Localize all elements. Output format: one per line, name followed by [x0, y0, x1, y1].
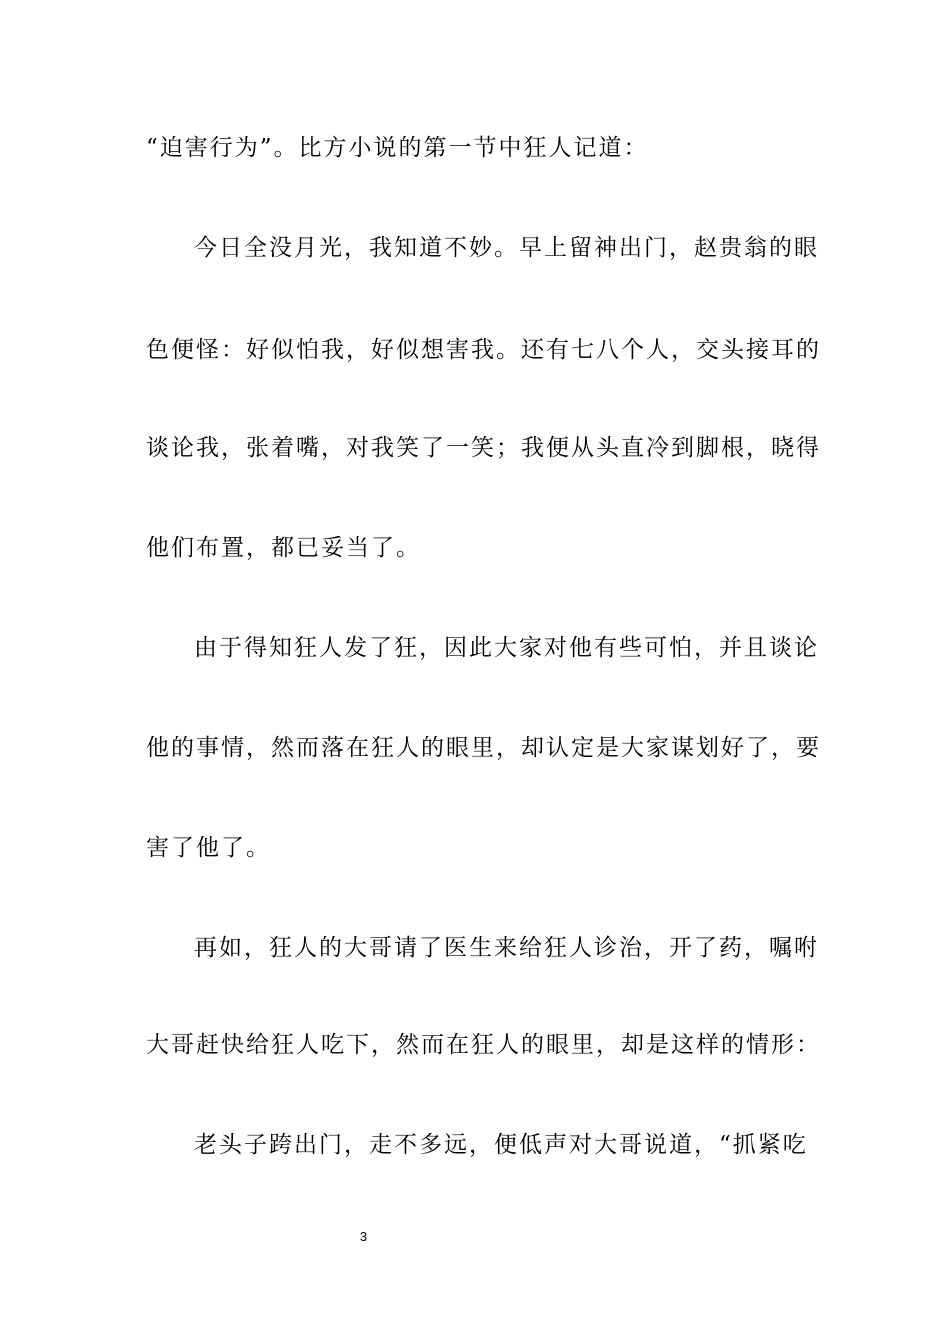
text-line: 色便怪：好似怕我，好似想害我。还有七八个人，交头接耳的 — [146, 337, 821, 363]
text-line: 由于得知狂人发了狂，因此大家对他有些可怕，并且谈论 — [194, 635, 819, 661]
text-line: 再如，狂人的大哥请了医生来给狂人诊治，开了药，嘱咐 — [194, 935, 819, 961]
text-line: 今日全没月光，我知道不妙。早上留神出门，赵贵翁的眼 — [194, 235, 819, 261]
text-line: 他的事情，然而落在狂人的眼里，却认定是大家谋划好了，要 — [146, 735, 821, 761]
text-line: “迫害行为”。比方小说的第一节中狂人记道： — [146, 135, 649, 161]
text-line: 老头子跨出门，走不多远，便低声对大哥说道，“抓紧吃 — [194, 1132, 808, 1158]
text-line: 他们布置，都已妥当了。 — [146, 535, 421, 561]
text-line: 害了他了。 — [146, 835, 271, 861]
page-number: 3 — [359, 1229, 368, 1244]
text-line: 大哥赶快给狂人吃下，然而在狂人的眼里，却是这样的情形： — [146, 1032, 821, 1058]
text-line: 谈论我，张着嘴，对我笑了一笑；我便从头直冷到脚根，晓得 — [146, 435, 821, 461]
